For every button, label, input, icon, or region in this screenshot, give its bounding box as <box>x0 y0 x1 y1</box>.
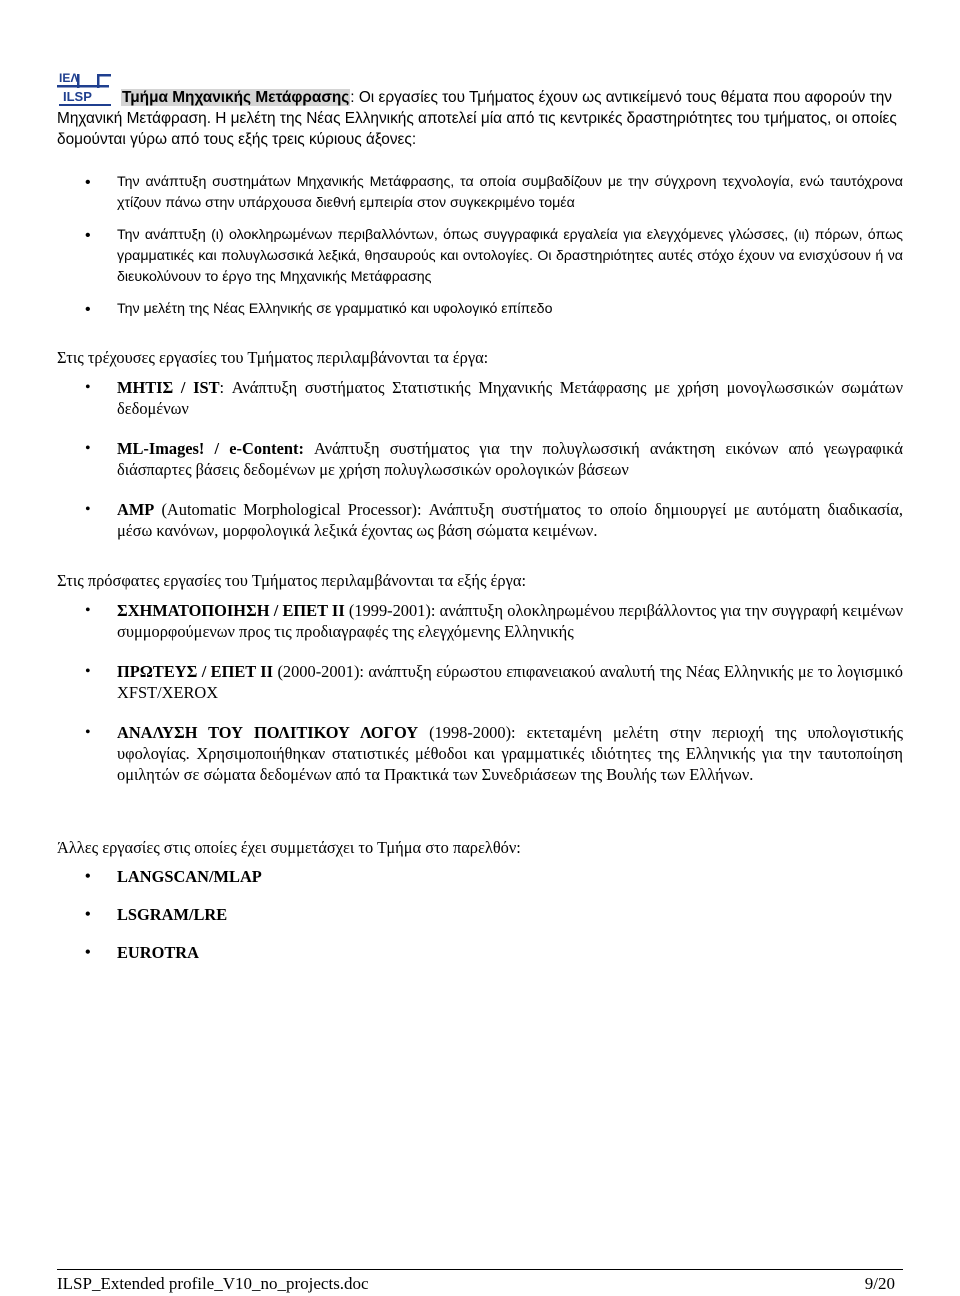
project-name: ΜΗΤΙΣ / IST <box>117 378 220 397</box>
project-description: (1998-2000): εκτεταμένη μελέτη στην περιοχή της υπολογιστικής υφολογίας. Χρησιμοποιήθηκαν στατιστικές μέθοδοι και γραμματικές ιδιότητες της Ελληνικής για την ταυτοποίηση ομιλητών σε σώματα δεδομένων από τα Πρακτικά των Συνεδριάσεων της Βουλής των Ελλήνων. <box>117 723 903 784</box>
list-item: • Την ανάπτυξη (ι) ολοκληρωμένων περιβαλλόντων, όπως συγγραφικά εργαλεία για ελεγχόμενες γλώσσες, (ιι) πόρων, όπως γραμματικές και πολυγλωσσικά λεξικά, θησαυρούς και οντολογίες. Οι δραστηριότητες αυτές στόχο έχουν να ενισχύσουν ή να διευκολύνουν το έργο της Μηχανικής Μετάφρασης <box>57 225 903 288</box>
page-number: 9/20 <box>864 1274 895 1293</box>
list-item <box>57 377 903 419</box>
project-description: (1999-2001): ανάπτυξη ολοκληρωμένου περιβάλλοντος για την συγγραφή κειμένων συμμορφούμενων προς τις προδιαγραφές της ελεγχόμενης Ελληνικής <box>117 601 903 641</box>
intro-paragraph <box>57 87 903 150</box>
list-item: • Την ανάπτυξη συστημάτων Μηχανικής Μετάφρασης, τα οποία συμβαδίζουν με την σύγχρονη τεχνολογία, ενώ ταυτόχρονα χτίζουν πάνω στην υπάρχουσα διεθνή εμπειρία στον συγκεκριμένο τομέα <box>57 172 903 214</box>
project-name: ΣΧΗΜΑΤΟΠΟΙΗΣΗ / ΕΠΕΤ ΙΙ <box>117 601 345 620</box>
list-item <box>57 722 903 785</box>
list-item <box>57 661 903 703</box>
axes-list <box>57 172 903 331</box>
project-description: (Automatic Morphological Processor): Ανάπτυξη συστήματος το οποίο δημιουργεί με αυτόματη διαδικασία, μέσω κανόνων, μορφολογικά λεξικά έχοντας ως βάση σώματα κειμένων. <box>117 500 903 540</box>
svg-text:ILSP: ILSP <box>63 89 92 104</box>
project-name: ΑΝΑΛΥΣΗ ΤΟΥ ΠΟΛΙΤΙΚΟΥ ΛΟΓΟΥ <box>117 723 419 742</box>
project-name: AMP <box>117 500 155 519</box>
section-title: Τμήμα Μηχανικής Μετάφρασης <box>122 89 350 106</box>
project-name: ML-Images! / e-Content: <box>117 439 304 458</box>
project-name: ΠΡΩΤΕΥΣ / ΕΠΕΤ ΙΙ <box>117 662 274 681</box>
svg-text:ΙΕΛ: ΙΕΛ <box>59 71 79 85</box>
footer-divider <box>57 1269 903 1270</box>
list-item: • LSGRAM/LRE <box>57 904 903 925</box>
project-description: : Ανάπτυξη συστήματος Στατιστικής Μηχανικής Μετάφρασης με χρήση μονογλωσσικών σωμάτων δεδομένων <box>117 378 903 418</box>
current-projects-list <box>57 377 903 560</box>
project-description: Ανάπτυξη συστήματος για την πολυγλωσσική ανάκτηση εικόνων από γεωγραφικά διάσπαρτες βάσεις δεδομένων με χρήση πολυγλωσσικών ορολογικών βάσεων <box>117 439 903 479</box>
list-item: • LANGSCAN/MLAP <box>57 866 903 887</box>
past-projects-list <box>57 866 903 980</box>
current-projects-heading: Στις τρέχουσες εργασίες του Τμήματος περιλαμβάνονται τα έργα: <box>57 348 489 367</box>
past-projects-heading: Άλλες εργασίες στις οποίες έχει συμμετάσχει το Τμήμα στο παρελθόν: <box>57 838 521 857</box>
footer-filename: ILSP_Extended profile_V10_no_projects.doc <box>57 1274 369 1293</box>
list-item: • Την μελέτη της Νέας Ελληνικής σε γραμματικό και υφολογικό επίπεδο <box>57 299 903 320</box>
intro-text: : Οι εργασίες του Τμήματος έχουν ως αντικείμενό τους θέματα που αφορούν την Μηχανική Μετάφραση. Η μελέτη της Νέας Ελληνικής αποτελεί μία από τις κεντρικές δραστηριότητες του τμήματος, οι οποίες δομούνται γύρω από τους εξής τρεις κύριους άξονες: <box>57 89 897 148</box>
recent-projects-heading: Στις πρόσφατες εργασίες του Τμήματος περιλαμβάνονται τα εξής έργα: <box>57 571 526 590</box>
project-description: (2000-2001): ανάπτυξη εύρωστου επιφανειακού αναλυτή της Νέας Ελληνικής με το λογισμικό XFST/XEROX <box>117 662 903 702</box>
list-item <box>57 499 903 541</box>
list-item: • EUROTRA <box>57 942 903 963</box>
list-item <box>57 600 903 642</box>
list-item <box>57 438 903 480</box>
recent-projects-list <box>57 600 903 804</box>
